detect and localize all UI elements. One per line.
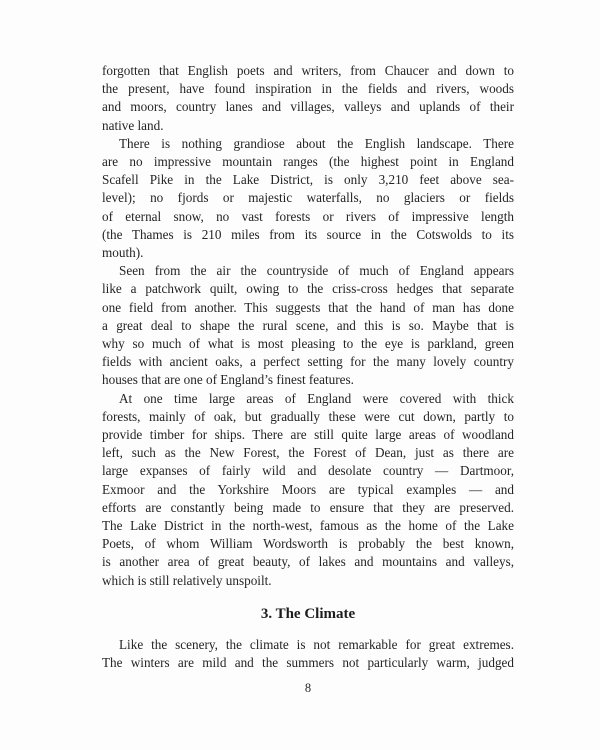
paragraph [102,262,514,389]
text-line: level); no fjords or majestic waterfalls, no glaciers or fields [102,190,514,206]
text-line: the present, have found inspiration in the fields and rivers, woods [102,81,514,97]
text-line: are no impressive mountain ranges (the highest point in England [102,154,514,170]
page-body [102,62,514,697]
text-line: (the Thames is 210 miles from its source in the Cotswolds to its [102,226,514,242]
section-climate-text [102,636,514,672]
text-line: mouth). [102,245,144,261]
text-line: one field from another. This suggests that the hand of man has done [102,299,514,315]
text-line: native land. [102,117,164,133]
text-line: forests, mainly of oak, but gradually these were cut down, partly to [102,408,514,424]
text-line: efforts are constantly being made to ensure that they are preserved. [102,499,514,515]
text-line: Seen from the air the countryside of much of England appears [119,263,514,279]
text-line: which is still relatively unspoilt. [102,572,272,588]
text-line: Like the scenery, the climate is not remarkable for great extremes. [119,637,514,653]
text-line: provide timber for ships. There are still quite large areas of woodland [102,427,514,443]
paragraph [102,135,514,262]
text-line: left, such as the New Forest, the Forest of Dean, just as there are [102,445,514,461]
section-landscape-text [102,62,514,590]
text-line: The Lake District in the north-west, famous as the home of the Lake [102,518,514,534]
paragraph [102,390,514,590]
text-line: and moors, country lanes and villages, valleys and uplands of their [102,99,514,115]
paragraph [102,62,514,135]
text-line: like a patchwork quilt, owing to the criss-cross hedges that separate [102,281,514,297]
text-line: Exmoor and the Yorkshire Moors are typical examples — and [102,481,514,497]
text-line: The winters are mild and the summers not particularly warm, judged [102,655,514,671]
text-line: houses that are one of England’s finest features. [102,372,354,388]
text-line: why so much of what is most pleasing to the eye is parkland, green [102,336,514,352]
page-footer [102,679,514,697]
text-line: Scafell Pike in the Lake District, is only 3,210 feet above sea- [102,172,514,188]
text-line: a great deal to shape the rural scene, and this is so. Maybe that is [102,317,514,333]
text-line: is another area of great beauty, of lakes and mountains and valleys, [102,554,514,570]
text-line: Poets, of whom William Wordsworth is probably the best known, [102,536,514,552]
section-heading: 3. The Climate [260,605,356,622]
text-line: At one time large areas of England were covered with thick [119,390,514,406]
text-line: forgotten that English poets and writers, from Chaucer and down to [102,63,514,78]
text-line: of eternal snow, no vast forests or rivers of impressive length [102,208,514,224]
paragraph [102,636,514,672]
page-number: 8 [304,680,312,695]
text-line: large expanses of fairly wild and desolate country — Dartmoor, [102,463,514,479]
text-line: There is nothing grandiose about the English landscape. There [119,135,514,151]
text-line: fields with ancient oaks, a perfect setting for the many lovely country [102,354,514,370]
